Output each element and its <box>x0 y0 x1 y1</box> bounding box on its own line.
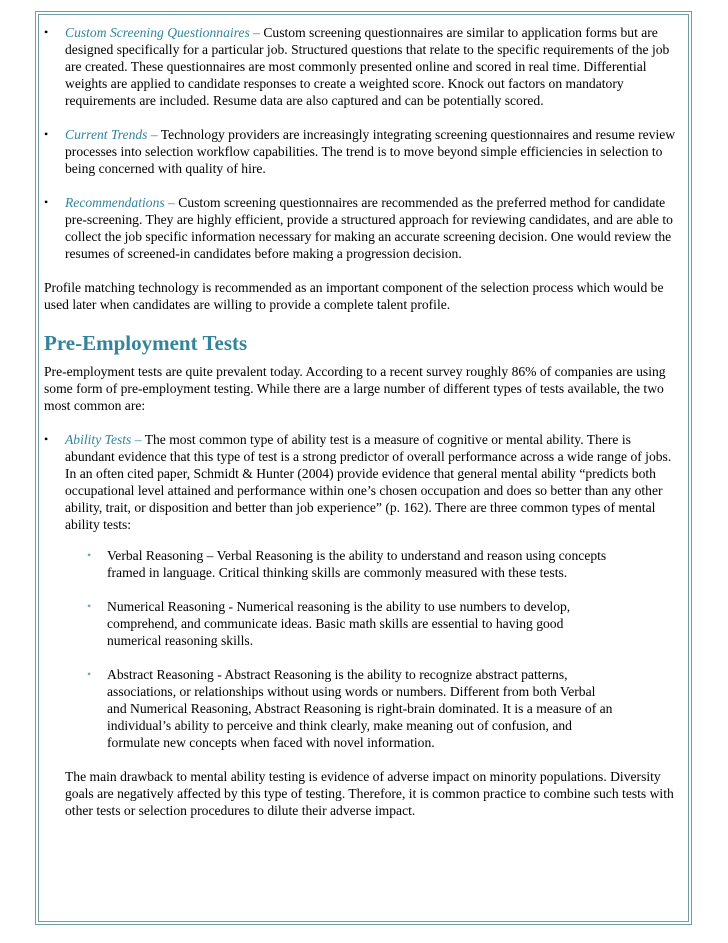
section-heading: Pre-Employment Tests <box>44 331 248 355</box>
sub-bullet-abstract <box>65 666 617 751</box>
bullet-title: Ability Tests – <box>65 432 142 447</box>
bullet-title: Custom Screening Questionnaires – <box>65 25 260 40</box>
sub-bullet-text: Abstract Reasoning - Abstract Reasoning is the ability to recognize abstract patterns, associations, or relationships without using words or numbers. Different from both Verbal and Numerical Reasoning, Abstract Reasoning is right-brain dominated. It is a measure of an individual’s ability to perceive and think clearly, make meaning out of confusion, and formulate new concepts when faced with novel information. <box>107 667 613 750</box>
sub-bullet-dot: • <box>87 599 92 613</box>
bullet-current-trends <box>44 126 684 177</box>
bullet-recommendations <box>44 194 684 262</box>
sub-bullet-text: Verbal Reasoning – Verbal Reasoning is the ability to understand and reason using concepts framed in language. Critical thinking skills are commonly measured with these tests. <box>107 548 607 580</box>
bullet-dot: • <box>44 432 49 446</box>
bullet-custom-screening <box>44 24 684 109</box>
bullet-text: Custom screening questionnaires are similar to application forms but are designed specifically for a particular job. Structured questions that relate to the specific requirements of the job are created. These questionnaires are most commonly presented online and scored in real time. Differential weights are applied to candidate responses to create a weighted score. Knock out factors on mandatory requirements are included. Resume data are also captured and can be potentially scored. <box>65 25 670 108</box>
profile-paragraph: Profile matching technology is recommended as an important component of the selection process which would be used later when candidates are willing to provide a complete talent profile. <box>44 280 664 312</box>
sub-bullet-dot: • <box>87 667 92 681</box>
bullet-dot: • <box>44 25 49 39</box>
bullet-title: Current Trends – <box>65 127 158 142</box>
sub-bullet-text: Numerical Reasoning - Numerical reasoning is the ability to use numbers to develop, comprehend, and communicate ideas. Basic math skills are essential to having good numerical reasoning skills. <box>107 599 571 648</box>
sub-bullet-numerical <box>65 598 617 649</box>
sub-bullet-dot: • <box>87 548 92 562</box>
bullet-text: The most common type of ability test is a measure of cognitive or mental ability. There is abundant evidence that this type of test is a strong predictor of overall performance across a wide range of jobs. In an often cited paper, Schmidt & Hunter (2004) provide evidence that general mental ability “predicts both occupational level attained and performance within one’s chosen occupation and does so better than any other ability, trait, or disposition and better than job experience” (p. 162). There are three common types of mental ability tests: <box>65 432 672 532</box>
sub-bullet-verbal <box>65 547 617 581</box>
document-body <box>44 24 684 819</box>
bullet-text: Technology providers are increasingly integrating screening questionnaires and resume review processes into selection workflow capabilities. The trend is to move beyond simple efficiencies in selection to being concerned with quality of hire. <box>65 127 676 176</box>
bullet-text: Custom screening questionnaires are recommended as the preferred method for candidate pre-screening. They are highly efficient, provide a structured approach for reviewing candidates, and are able to collect the job specific information necessary for making an accurate screening decision. One would review the resumes of screened-in candidates before making a progression decision. <box>65 195 673 261</box>
bullet-dot: • <box>44 127 49 141</box>
bullet-title: Recommendations – <box>65 195 175 210</box>
ability-sub-list <box>44 547 684 751</box>
drawback-paragraph: The main drawback to mental ability testing is evidence of adverse impact on minority populations. Diversity goals are negatively affected by this type of testing. Therefore, it is common practice to combine such tests with other tests or selection procedures to dilute their adverse impact. <box>65 769 674 818</box>
intro-paragraph: Pre-employment tests are quite prevalent today. According to a recent survey roughly 86% of companies are using some form of pre-employment testing. While there are a large number of different types of tests available, the two most common are: <box>44 364 666 413</box>
bullet-ability-tests <box>44 431 684 533</box>
bullet-dot: • <box>44 195 49 209</box>
